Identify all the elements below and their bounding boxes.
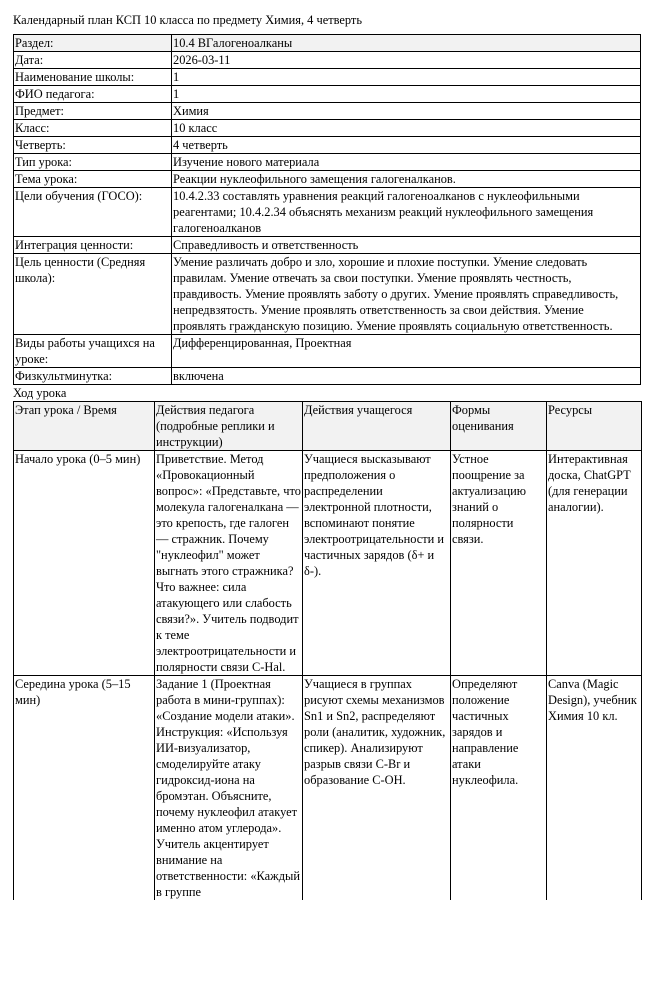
info-value: 1: [172, 69, 641, 86]
info-value: Изучение нового материала: [172, 154, 641, 171]
header-stage: Этап урока / Время: [14, 402, 155, 451]
table-row: [14, 451, 642, 676]
info-row: [14, 137, 641, 154]
info-label: Физкультминутка:: [14, 368, 172, 385]
info-row: [14, 69, 641, 86]
document-title: Календарный план КСП 10 класса по предмету Химия, 4 четверть: [13, 13, 362, 27]
info-label: Четверть:: [14, 137, 172, 154]
info-row: [14, 237, 641, 254]
info-value: 1: [172, 86, 641, 103]
info-row: [14, 86, 641, 103]
assessment-cell: Определяют положение частичных зарядов и направление атаки нуклеофила.: [451, 676, 547, 901]
info-value: 10.4 ВГалогеноалканы: [172, 35, 641, 52]
info-label: Цель ценности (Средняя школа):: [14, 254, 172, 335]
info-label: Наименование школы:: [14, 69, 172, 86]
page: [13, 12, 641, 900]
info-row: [14, 171, 641, 188]
info-value: 4 четверть: [172, 137, 641, 154]
info-row: [14, 103, 641, 120]
info-label: ФИО педагога:: [14, 86, 172, 103]
info-value: Реакции нуклеофильного замещения галогеналканов.: [172, 171, 641, 188]
info-label: Предмет:: [14, 103, 172, 120]
info-value: включена: [172, 368, 641, 385]
student-actions-cell: Учащиеся в группах рисуют схемы механизмов Sn1 и Sn2, распределяют роли (аналитик, художник, спикер). Анализируют разрыв связи C-Br и образование C-OH.: [303, 676, 451, 901]
info-label: Тип урока:: [14, 154, 172, 171]
lesson-flow-label: Ход урока: [13, 386, 67, 400]
header-assessment: Формы оценивания: [451, 402, 547, 451]
info-row: [14, 254, 641, 335]
resources-cell: Интерактивная доска, ChatGPT (для генерации аналогии).: [547, 451, 642, 676]
header-teacher: Действия педагога (подробные реплики и инструкции): [155, 402, 303, 451]
info-value: 10.4.2.33 составлять уравнения реакций галогеноалканов с нуклеофильными реагентами; 10.4.2.34 объяснять механизм реакций нуклеофильного замещения галогеноалканов: [172, 188, 641, 237]
teacher-actions-cell: Задание 1 (Проектная работа в мини-группах): «Создание модели атаки». Инструкция: «Используя ИИ-визуализатор, смоделируйте атаку гидроксид-иона на бромэтан. Объясните, почему нуклеофил атакует именно атом углерода». Учитель акцентирует внимание на ответственности: «Каждый в группе: [155, 676, 303, 901]
lesson-flow-header-row: [14, 402, 642, 451]
header-student: Действия учащегося: [303, 402, 451, 451]
header-resources: Ресурсы: [547, 402, 642, 451]
info-row: [14, 35, 641, 52]
stage-cell: Начало урока (0–5 мин): [14, 451, 155, 676]
info-value: Дифференцированная, Проектная: [172, 335, 641, 368]
resources-cell: Canva (Magic Design), учебник Химия 10 кл.: [547, 676, 642, 901]
info-row: [14, 52, 641, 69]
info-label: Цели обучения (ГОСО):: [14, 188, 172, 237]
info-row: [14, 120, 641, 137]
info-label: Дата:: [14, 52, 172, 69]
lesson-info-table: [13, 34, 641, 385]
info-value: Умение различать добро и зло, хорошие и плохие поступки. Умение следовать правилам. Умение отвечать за свои поступки. Умение проявлять честность, правдивость. Умение проявлять заботу о других. Умение проявлять справедливость, непредвзятость. Умение проявлять ответственность за свои действия. Умение проявлять гражданскую позицию. Умение проявлять социальную ответственность.: [172, 254, 641, 335]
info-row: [14, 368, 641, 385]
lesson-flow-table: [13, 401, 642, 900]
info-label: Виды работы учащихся на уроке:: [14, 335, 172, 368]
stage-cell: Середина урока (5–15 мин): [14, 676, 155, 901]
info-value: 2026-03-11: [172, 52, 641, 69]
info-row: [14, 335, 641, 368]
table-row: [14, 676, 642, 901]
info-value: 10 класс: [172, 120, 641, 137]
assessment-cell: Устное поощрение за актуализацию знаний о полярности связи.: [451, 451, 547, 676]
info-label: Класс:: [14, 120, 172, 137]
info-label: Тема урока:: [14, 171, 172, 188]
teacher-actions-cell: Приветствие. Метод «Провокационный вопрос»: «Представьте, что молекула галогеналкана — это крепость, где галоген — стражник. Почему "нуклеофил" может выгнать этого стражника? Что важнее: сила атакующего или слабость связи?». Учитель подводит к теме электроотрицательности и полярности связи C-Hal.: [156, 452, 301, 674]
info-row: [14, 154, 641, 171]
student-actions-cell: Учащиеся высказывают предположения о распределении электронной плотности, вспоминают понятие электроотрицательности и частичных зарядов (δ+ и δ-).: [303, 451, 451, 676]
info-label: Раздел:: [14, 35, 172, 52]
info-row: [14, 188, 641, 237]
info-label: Интеграция ценности:: [14, 237, 172, 254]
info-value: Справедливость и ответственность: [172, 237, 641, 254]
info-value: Химия: [172, 103, 641, 120]
